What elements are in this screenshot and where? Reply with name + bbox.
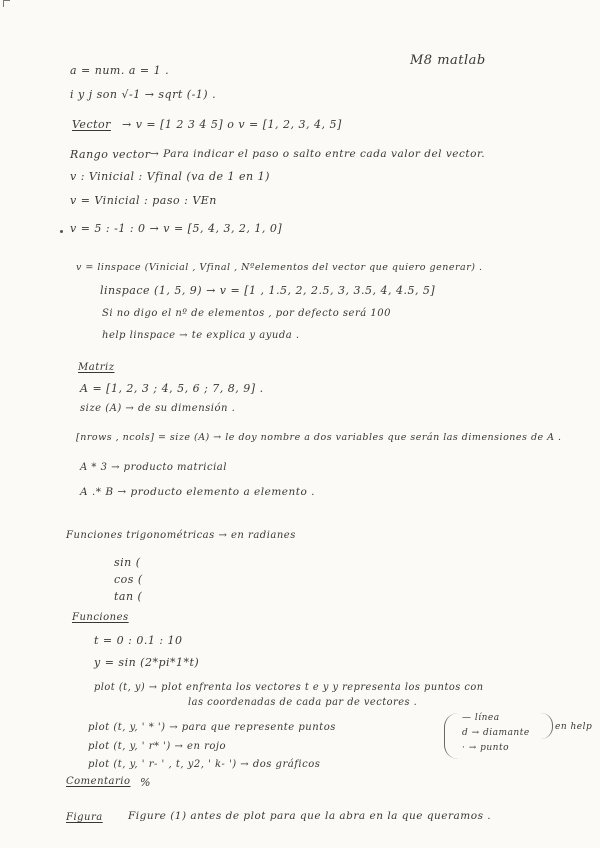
note-line: plot (t, y, ' r* ') → en rojo: [88, 741, 227, 752]
section-label-vector: Vector: [72, 118, 111, 131]
legend-right-brace: [540, 713, 553, 739]
legend-help-note: en help: [555, 722, 593, 732]
note-line: Si no digo el nº de elementos , por defecto será 100: [102, 308, 391, 319]
note-line: plot (t, y) → plot enfrenta los vectores t e y y representa los puntos con: [94, 682, 484, 693]
note-line: [nrows , ncols] = size (A) → le doy nombre a dos variables que serán las dimensiones de A .: [76, 432, 562, 443]
section-label-rango: Rango vector: [70, 148, 151, 161]
note-line: plot (t, y, ' * ') → para que represente puntos: [88, 722, 336, 733]
note-line: t = 0 : 0.1 : 10: [94, 634, 183, 647]
bullet-dot: [60, 230, 63, 233]
page-corner-mark: [3, 0, 10, 7]
note-line: A = [1, 2, 3 ; 4, 5, 6 ; 7, 8, 9] .: [80, 382, 264, 395]
legend-item-diamond: d → diamante: [462, 728, 530, 738]
note-line: Figure (1) antes de plot para que la abra en la que queramos .: [128, 810, 492, 822]
section-label-figura: Figura: [66, 812, 103, 823]
note-line: las coordenadas de cada par de vectores .: [188, 697, 418, 708]
note-line: A * 3 → producto matricial: [80, 462, 227, 473]
note-line: sin (: [114, 556, 141, 569]
note-line: size (A) → de su dimensión .: [80, 403, 236, 414]
note-line: v : Vinicial : Vfinal (va de 1 en 1): [70, 170, 270, 183]
section-label-funciones: Funciones: [72, 612, 129, 623]
note-line: help linspace → te explica y ayuda .: [102, 330, 300, 341]
note-line: linspace (1, 5, 9) → v = [1 , 1.5, 2, 2.5, 3, 3.5, 4, 4.5, 5]: [100, 284, 436, 297]
legend-item-point: · → punto: [462, 743, 510, 753]
note-line: y = sin (2*pi*1*t): [94, 656, 200, 669]
note-line: → v = [1 2 3 4 5] o v = [1, 2, 3, 4, 5]: [122, 118, 342, 131]
note-line: v = 5 : -1 : 0 → v = [5, 4, 3, 2, 1, 0]: [70, 222, 283, 235]
note-line: tan (: [114, 590, 143, 603]
note-line: v = Vinicial : paso : VEn: [70, 194, 217, 207]
note-line: Funciones trigonométricas → en radianes: [66, 530, 296, 541]
legend-left-brace: [444, 713, 459, 759]
note-line: A .* B → producto elemento a elemento .: [80, 486, 315, 498]
section-label-comentario: Comentario: [66, 776, 131, 787]
note-line: cos (: [114, 573, 143, 586]
comment-symbol: %: [140, 776, 151, 789]
note-line: i y j son √-1 → sqrt (-1) .: [70, 88, 217, 101]
note-line: plot (t, y, ' r- ' , t, y2, ' k- ') → dos gráficos: [88, 759, 321, 770]
note-line: v = linspace (Vinicial , Vfinal , Nºelementos del vector que quiero generar) .: [76, 262, 483, 273]
note-line: → Para indicar el paso o salto entre cada valor del vector.: [150, 148, 486, 160]
note-line: a = num. a = 1 .: [70, 64, 170, 77]
page-title: M8 matlab: [410, 53, 486, 68]
legend-item-line: — línea: [462, 713, 500, 723]
section-label-matriz: Matriz: [78, 362, 115, 373]
